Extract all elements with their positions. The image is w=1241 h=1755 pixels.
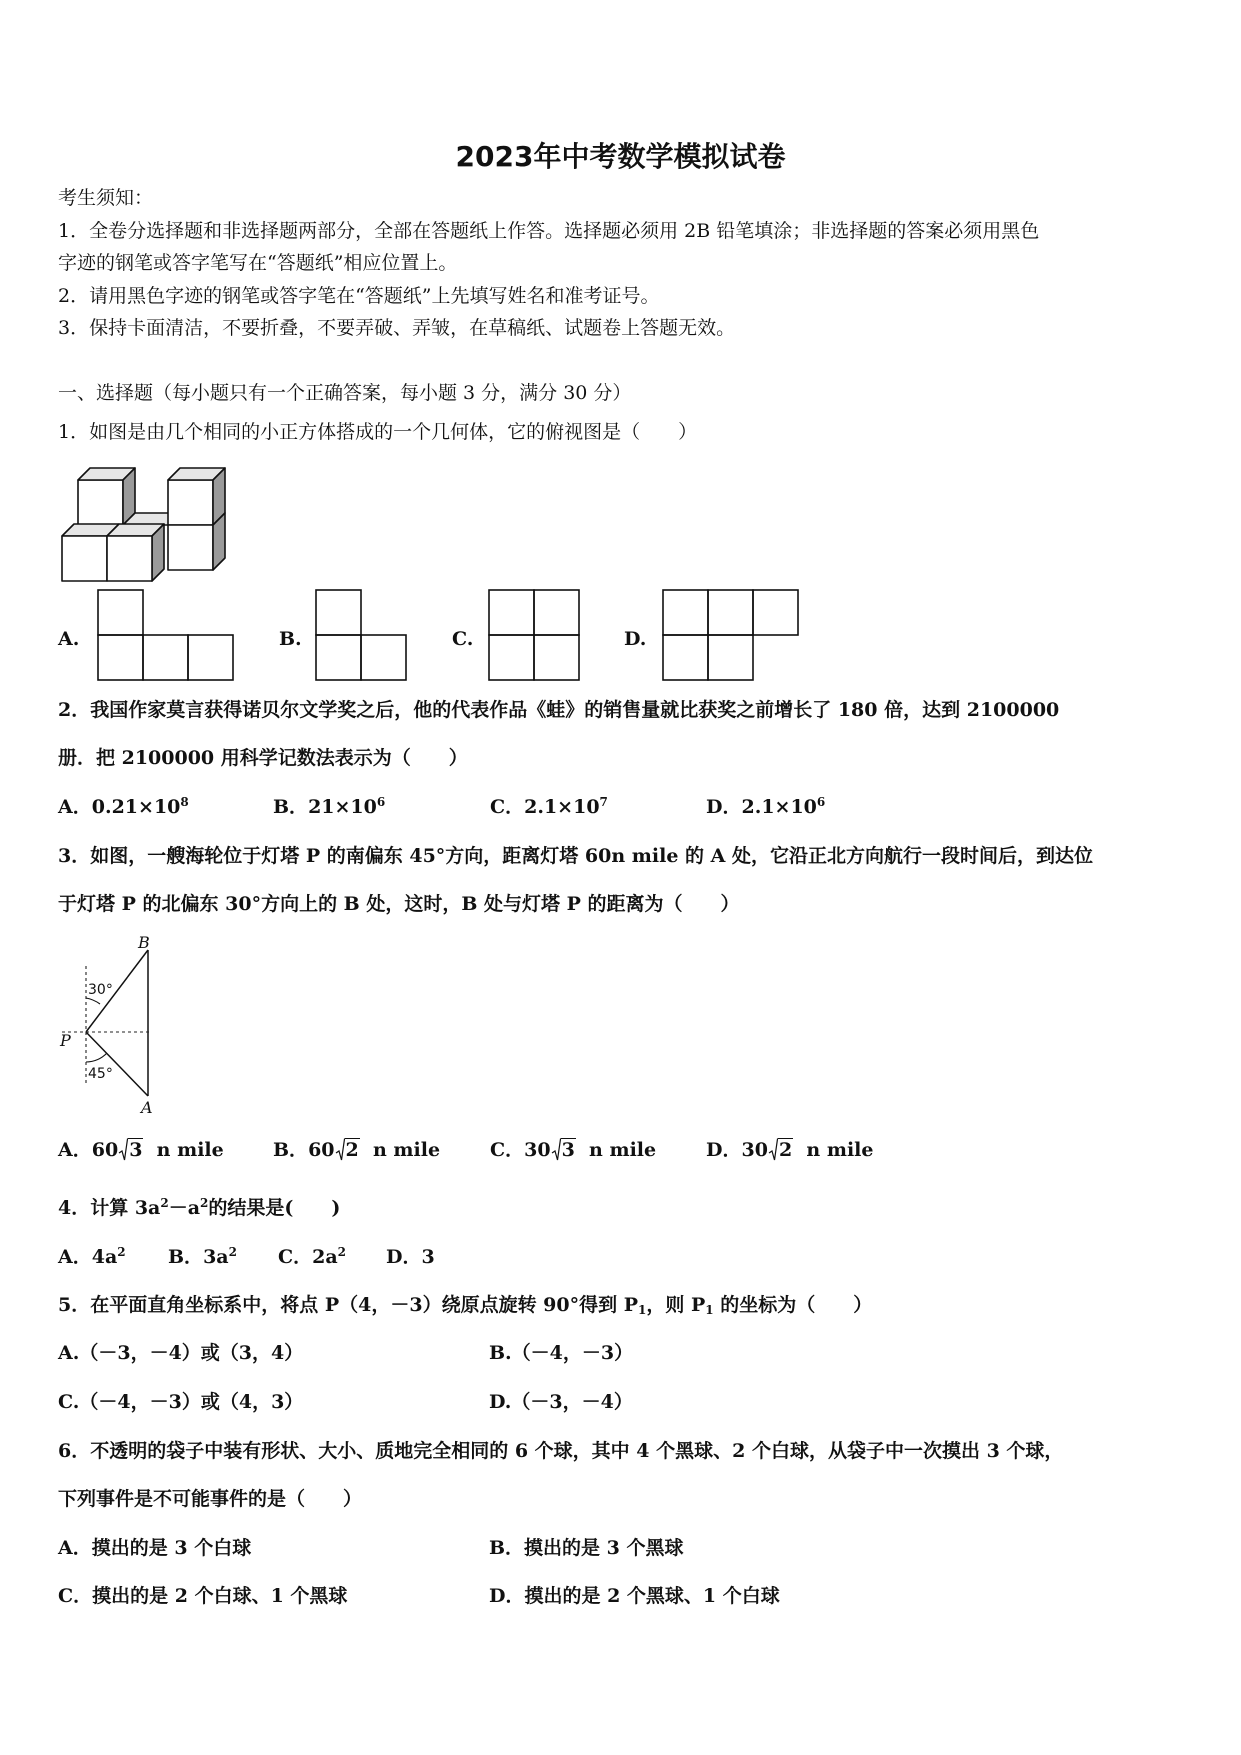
question-2-option-b: B．$21\times 10^6$ <box>273 795 386 818</box>
question-5-option-c: C.（－4，－3）或（4，3） <box>58 1391 304 1413</box>
point-p-label: P <box>60 1031 71 1050</box>
question-4-option-d: D．3 <box>386 1246 435 1268</box>
lighthouse-figure <box>56 933 166 1117</box>
notice-heading: 考生须知： <box>58 187 154 209</box>
point-b-label: B <box>138 933 150 952</box>
question-1-option-d-label: D. <box>624 628 647 650</box>
page-title: 2023年中考数学模拟试卷 <box>455 140 786 173</box>
question-1-option-c-label: C. <box>452 628 474 650</box>
notice-item-2: 2．请用黑色字迹的钢笔或答字笔在“答题纸”上先填写姓名和准考证号。 <box>58 285 660 307</box>
question-5-stem: 5．在平面直角坐标系中，将点 P（4，－3）绕原点旋转 90°得到 $P_1$，则 $P_1$ 的坐标为（ ） <box>58 1294 873 1317</box>
question-6-line-1: 6．不透明的袋子中装有形状、大小、质地完全相同的 6 个球，其中 4 个黑球、2 个白球，从袋子中一次摸出 3 个球， <box>58 1440 1064 1462</box>
question-1-option-d-figure <box>662 589 802 681</box>
question-2-line-2: 册．把 2100000 用科学记数法表示为（ ） <box>58 747 468 769</box>
question-2-option-c: C．$2.1\times 10^7$ <box>490 795 608 818</box>
question-3-option-c: C．30 3 n mile <box>490 1139 657 1161</box>
question-4-option-b: B．$3a^2$ <box>168 1245 237 1268</box>
question-4-stem: 4．计算 $3a^2-a^2$的结果是( ) <box>58 1196 341 1219</box>
point-a-label: A <box>141 1098 153 1117</box>
cube-solid-figure <box>60 464 235 584</box>
question-1-stem: 1．如图是由几个相同的小正方体搭成的一个几何体，它的俯视图是（ ） <box>58 421 698 443</box>
angle-45-label: 45° <box>88 1066 113 1082</box>
question-2-line-1: 2．我国作家莫言获得诺贝尔文学奖之后，他的代表作品《蛙》的销售量就比获奖之前增长了 180 倍，达到 2100000 <box>58 699 1060 721</box>
question-1-option-b-figure <box>315 589 411 681</box>
angle-30-label: 30° <box>88 982 113 998</box>
question-1-option-a-label: A. <box>58 628 80 650</box>
question-3-line-1: 3．如图，一艘海轮位于灯塔 P 的南偏东 45°方向，距离灯塔 60n mile 的 A 处，它沿正北方向航行一段时间后，到达位 <box>58 845 1093 867</box>
question-1-option-c-figure <box>488 589 584 681</box>
question-3-option-a: A．60 3 n mile <box>58 1139 224 1161</box>
question-4-option-a: A．$4a^2$ <box>58 1245 126 1268</box>
notice-item-1-line-2: 字迹的钢笔或答字笔写在“答题纸”相应位置上。 <box>58 252 458 274</box>
question-3-option-b: B．60 2 n mile <box>273 1139 441 1161</box>
question-6-option-b: B．摸出的是 3 个黑球 <box>489 1537 684 1559</box>
question-2-option-d: D．$2.1\times 10^6$ <box>706 795 826 818</box>
question-6-option-c: C．摸出的是 2 个白球、1 个黑球 <box>58 1585 348 1607</box>
question-5-option-b: B.（－4，－3） <box>489 1342 634 1364</box>
question-6-line-2: 下列事件是不可能事件的是（ ） <box>58 1488 363 1510</box>
question-3-option-d: D．30 2 n mile <box>706 1139 874 1161</box>
question-6-option-a: A．摸出的是 3 个白球 <box>58 1537 252 1559</box>
question-4-option-c: C．$2a^2$ <box>278 1245 347 1268</box>
notice-item-3: 3．保持卡面清洁，不要折叠，不要弄破、弄皱，在草稿纸、试题卷上答题无效。 <box>58 317 736 339</box>
question-5-option-a: A.（－3，－4）或（3，4） <box>58 1342 304 1364</box>
question-1-option-a-figure <box>97 589 237 681</box>
notice-item-1-line-1: 1．全卷分选择题和非选择题两部分，全部在答题纸上作答。选择题必须用 2B 铅笔填涂；非选择题的答案必须用黑色 <box>58 220 1040 242</box>
section-heading: 一、选择题（每小题只有一个正确答案，每小题 3 分，满分 30 分） <box>58 382 632 404</box>
question-3-line-2: 于灯塔 P 的北偏东 30°方向上的 B 处，这时，B 处与灯塔 P 的距离为（ ） <box>58 893 740 915</box>
question-5-option-d: D.（－3，－4） <box>489 1391 633 1413</box>
question-2-option-a: A．$0.21\times 10^8$ <box>58 795 189 818</box>
question-1-option-b-label: B. <box>279 628 302 650</box>
question-6-option-d: D．摸出的是 2 个黑球、1 个白球 <box>489 1585 780 1607</box>
